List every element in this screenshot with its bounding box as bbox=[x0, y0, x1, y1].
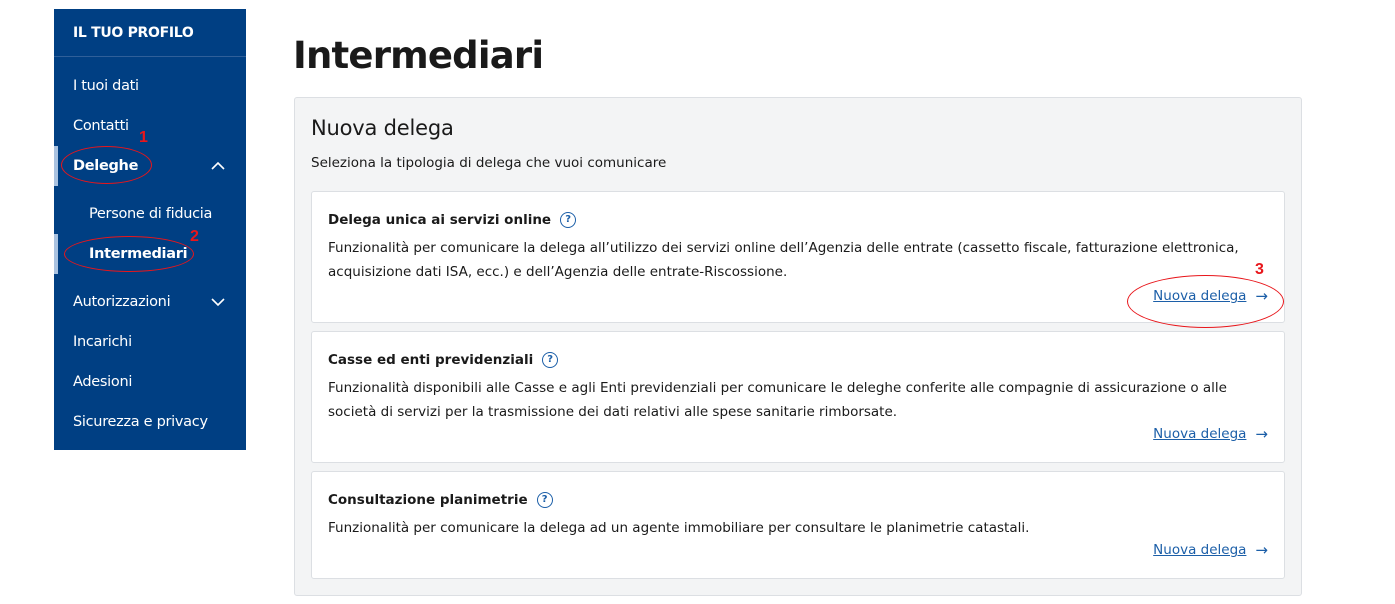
arrow-right-icon: → bbox=[1255, 425, 1268, 443]
annotation-number-2: 2 bbox=[190, 228, 199, 245]
sidebar-item-incarichi[interactable] bbox=[54, 322, 246, 362]
help-icon[interactable]: ? bbox=[537, 492, 553, 508]
card-description: Funzionalità disponibili alle Casse e agli Enti previdenziali per comunicare le deleghe conferite alle compagnie di assicurazione o alle società di servizi per la trasmissione dei dati relativi alle spese sanitarie rimborsate. bbox=[328, 380, 1227, 420]
sidebar-item-persone-di-fiducia[interactable] bbox=[54, 194, 246, 234]
sidebar-item-i-tuoi-dati[interactable] bbox=[54, 66, 246, 106]
sidebar-item-label: Deleghe bbox=[73, 158, 139, 174]
sidebar-item-label: Incarichi bbox=[73, 334, 132, 350]
sidebar-item-label: Autorizzazioni bbox=[73, 294, 171, 310]
chevron-down-icon[interactable] bbox=[210, 294, 226, 310]
sidebar-item-autorizzazioni[interactable] bbox=[54, 282, 246, 322]
annotation-number-3: 3 bbox=[1255, 261, 1264, 278]
sidebar-item-label: Persone di fiducia bbox=[89, 206, 213, 222]
link-label[interactable]: Nuova delega bbox=[1153, 542, 1247, 558]
card-description: Funzionalità per comunicare la delega ad un agente immobiliare per consultare le planimetrie catastali. bbox=[328, 520, 1030, 536]
card-title: Delega unica ai servizi online bbox=[328, 212, 552, 228]
sidebar-item-sicurezza-e-privacy[interactable] bbox=[54, 402, 246, 442]
sidebar-item-adesioni[interactable] bbox=[54, 362, 246, 402]
nuova-delega-link[interactable] bbox=[1153, 541, 1268, 559]
chevron-up-icon[interactable] bbox=[210, 158, 226, 174]
annotation-ellipse-2 bbox=[64, 236, 194, 272]
sidebar-item-label: I tuoi dati bbox=[73, 78, 139, 94]
nuova-delega-link[interactable] bbox=[1153, 425, 1268, 443]
sidebar-item-label: Sicurezza e privacy bbox=[73, 414, 208, 430]
nuova-delega-panel bbox=[294, 97, 1302, 596]
sidebar-item-contatti[interactable] bbox=[54, 106, 246, 146]
card-description: Funzionalità per comunicare la delega all’utilizzo dei servizi online dell’Agenzia delle entrate (cassetto fiscale, fatturazione elettronica, acquisizione dati ISA, ecc.) e dell’Agenzia delle entrate-Riscossione. bbox=[328, 240, 1239, 280]
sidebar-item-label: Contatti bbox=[73, 118, 129, 134]
link-label[interactable]: Nuova delega bbox=[1153, 288, 1247, 304]
arrow-right-icon: → bbox=[1255, 541, 1268, 559]
card-consultazione-planimetrie bbox=[311, 471, 1285, 579]
link-label[interactable]: Nuova delega bbox=[1153, 426, 1247, 442]
annotation-ellipse-1 bbox=[61, 146, 152, 184]
card-title: Casse ed enti previdenziali bbox=[328, 352, 534, 368]
profile-sidebar bbox=[54, 9, 246, 450]
arrow-right-icon: → bbox=[1255, 287, 1268, 305]
help-icon[interactable]: ? bbox=[560, 212, 576, 228]
sidebar-item-label: Adesioni bbox=[73, 374, 133, 390]
page-title: Intermediari bbox=[293, 34, 544, 77]
sidebar-header: IL TUO PROFILO bbox=[54, 9, 246, 57]
panel-subtitle: Seleziona la tipologia di delega che vuoi comunicare bbox=[311, 155, 667, 171]
help-icon[interactable]: ? bbox=[542, 352, 558, 368]
sidebar-item-label: Intermediari bbox=[89, 246, 188, 262]
annotation-ellipse-3 bbox=[1127, 275, 1284, 328]
annotation-number-1: 1 bbox=[139, 129, 148, 146]
card-title: Consultazione planimetrie bbox=[328, 492, 528, 508]
panel-title: Nuova delega bbox=[311, 116, 454, 140]
card-casse-enti bbox=[311, 331, 1285, 463]
